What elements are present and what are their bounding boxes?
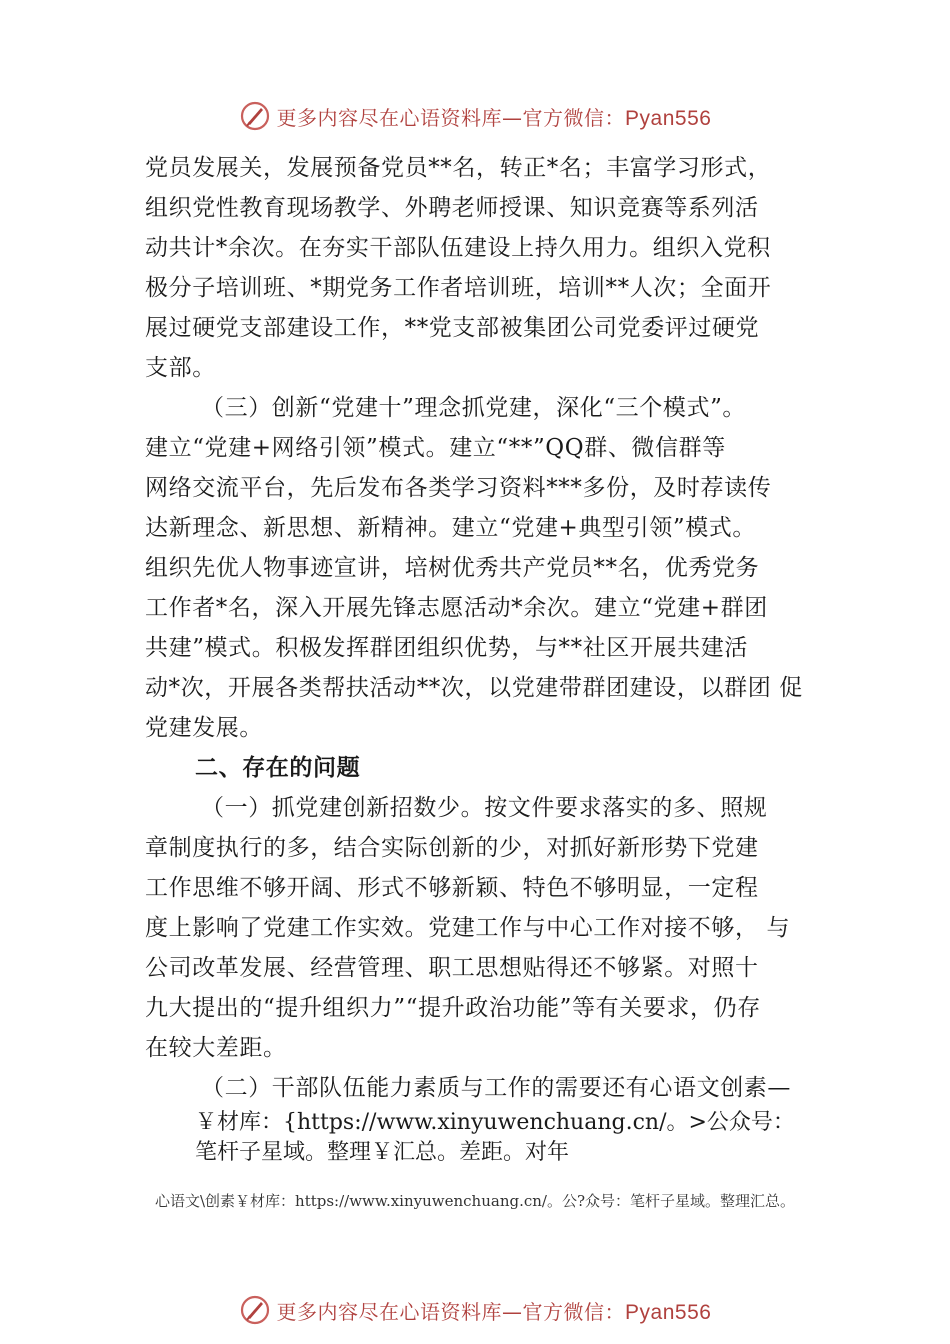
text-line: 极分子培训班、*期党务工作者培训班，培训**人次；全面开 <box>145 275 772 301</box>
text-line: 组织先优人物事迹宣讲，培树优秀共产党员**名，优秀党务 <box>145 555 760 581</box>
section-heading: 二、存在的问题 <box>195 755 361 781</box>
tail-lines <box>145 1108 815 1168</box>
text-line: （三）创新“党建十”理念抓党建，深化“三个模式”。 <box>201 395 747 421</box>
text-line: 度上影响了党建工作实效。党建工作与中心工作对接不够， 与 <box>145 915 791 941</box>
text-line: 支部。 <box>145 355 216 381</box>
text-line: 工作者*名，深入开展先锋志愿活动*余次。建立“党建+群团 <box>145 595 768 621</box>
quill-logo-icon <box>239 100 271 132</box>
text-line: 网络交流平台，先后发布各类学习资料***多份，及时荐读传 <box>145 475 772 501</box>
tail-line: ￥材库：{https://www.xinyuwenchuang.cn/。>公众号： <box>195 1110 795 1135</box>
text-line: 动*次，开展各类帮扶活动**次，以党建带群团建设，以群团 促 <box>145 675 803 701</box>
text-line: 工作思维不够开阔、形式不够新颖、特色不够明显，一定程 <box>145 875 759 901</box>
text-line: 展过硬党支部建设工作，**党支部被集团公司党委评过硬党 <box>145 315 760 341</box>
text-line: 党员发展关，发展预备党员**名，转正*名；丰富学习形式， <box>145 155 772 181</box>
banner-text: 更多内容尽在心语资料库—官方微信：Pyan556 <box>276 1299 712 1324</box>
header-banner <box>0 96 950 136</box>
text-line: 组织党性教育现场教学、外聘老师授课、知识竞赛等系列活 <box>145 195 759 221</box>
text-line: （一）抓党建创新招数少。按文件要求落实的多、照规 <box>201 795 768 821</box>
text-line: 九大提出的“提升组织力”“提升政治功能”等有关要求，仍存 <box>145 995 761 1021</box>
text-line: 公司改革发展、经营管理、职工思想贴得还不够紧。对照十 <box>145 955 759 981</box>
footer-banner <box>0 1290 950 1330</box>
text-line: 达新理念、新思想、新精神。建立“党建+典型引领”模式。 <box>145 515 756 541</box>
text-line: （二）干部队伍能力素质与工作的需要还有心语文创素— <box>201 1075 791 1101</box>
tail-line: 笔杆子星域。整理￥汇总。差距。对年 <box>195 1140 570 1165</box>
document-body <box>145 148 815 1108</box>
wechat-handle: Pyan556 <box>625 1300 712 1324</box>
banner-text: 更多内容尽在心语资料库—官方微信：Pyan556 <box>276 105 712 130</box>
text-line: 章制度执行的多，结合实际创新的少，对抓好新形势下党建 <box>145 835 759 861</box>
text-line: 建立“党建+网络引领”模式。建立“**”QQ群、微信群等 <box>145 435 726 461</box>
quill-logo-icon <box>239 1294 271 1326</box>
text-line: 动共计*余次。在夯实干部队伍建设上持久用力。组织入党积 <box>145 235 771 261</box>
text-line: 党建发展。 <box>145 715 263 741</box>
text-line: 共建”模式。积极发挥群团组织优势，与**社区开展共建活 <box>145 635 748 661</box>
footnote: 心语文\创素￥材库：https://www.xinyuwenchuang.cn/。公?众号：笔杆子星域。整理汇总。 <box>154 1192 796 1210</box>
wechat-handle: Pyan556 <box>625 106 712 130</box>
text-line: 在较大差距。 <box>145 1035 287 1061</box>
